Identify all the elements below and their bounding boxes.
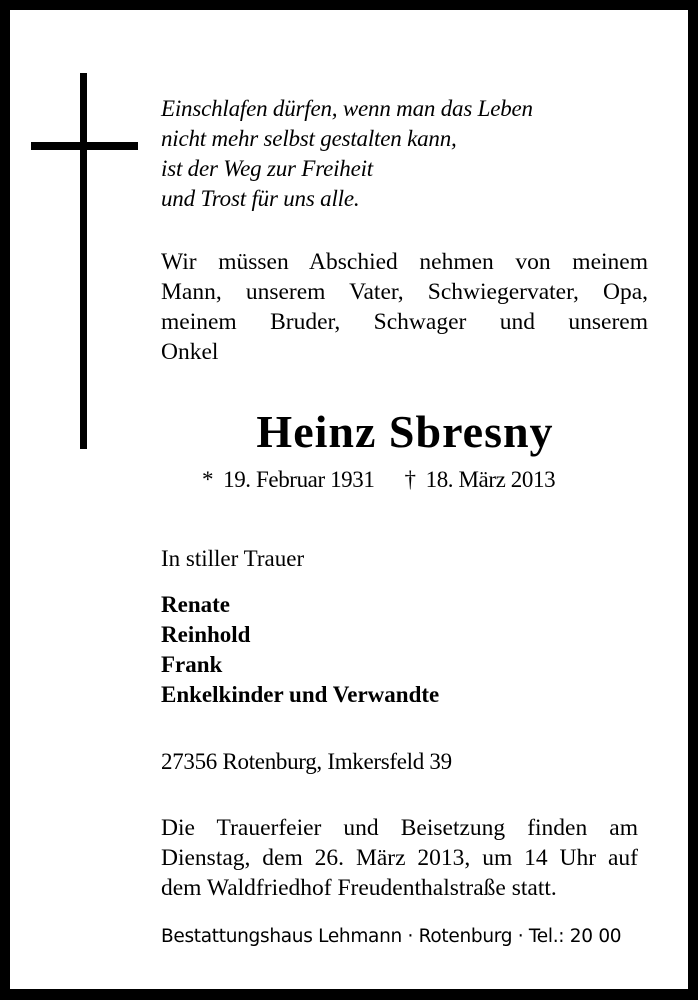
- cross-vertical-bar: [80, 73, 87, 449]
- mourner-name: Renate: [161, 592, 230, 617]
- poem-line: Einschlafen dürfen, wenn man das Leben: [161, 96, 533, 121]
- birth-date: 19. Februar 1931: [223, 467, 375, 492]
- intro-line: Onkel: [161, 339, 219, 365]
- death-dagger-icon: †: [404, 467, 416, 492]
- mourner-name: Frank: [161, 652, 223, 677]
- deceased-name: Heinz Sbresny: [256, 406, 554, 457]
- mourning-label: In stiller Trauer: [161, 546, 305, 571]
- poem-line: nicht mehr selbst gestalten kann,: [161, 126, 457, 151]
- life-dates: [202, 465, 555, 495]
- death-date: 18. März 2013: [425, 467, 556, 492]
- intro-line: Wir müssen Abschied nehmen von meinem: [161, 249, 648, 275]
- mourner-name: Reinhold: [161, 622, 251, 647]
- service-line: Die Trauerfeier und Beisetzung finden am: [161, 815, 638, 841]
- farewell-intro: [161, 247, 648, 367]
- memorial-poem: [161, 94, 533, 214]
- poem-line: und Trost für uns alle.: [161, 186, 360, 211]
- family-address: 27356 Rotenburg, Imkersfeld 39: [161, 749, 452, 774]
- obituary-notice: [10, 10, 688, 989]
- service-line: Dienstag, dem 26. März 2013, um 14 Uhr auf: [161, 845, 638, 871]
- undertaker-footer: Bestattungshaus Lehmann · Rotenburg · Tel.: 20 00: [161, 926, 622, 947]
- intro-line: meinem Bruder, Schwager und unserem: [161, 309, 648, 335]
- intro-line: Mann, unserem Vater, Schwiegervater, Opa,: [161, 279, 648, 305]
- poem-line: ist der Weg zur Freiheit: [161, 156, 373, 181]
- mourners-list: [161, 590, 439, 710]
- service-line: dem Waldfriedhof Freudenthalstraße statt.: [161, 875, 557, 901]
- funeral-service-info: [161, 813, 638, 903]
- cross-horizontal-bar: [31, 142, 138, 150]
- mourner-name: Enkelkinder und Verwandte: [161, 682, 440, 707]
- birth-star-icon: *: [202, 467, 214, 492]
